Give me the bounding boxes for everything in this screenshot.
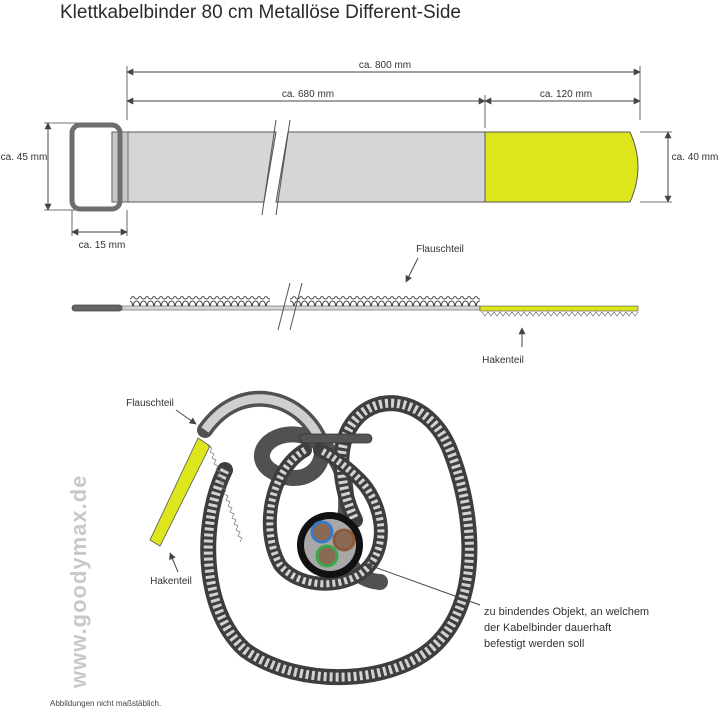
wrapped-hook-end [150, 438, 210, 546]
watermark: www.goodymax.de [66, 474, 91, 688]
wrapped-loop-label: Flauschteil [126, 398, 174, 409]
side-hook-label: Hakenteil [482, 355, 524, 366]
strap-width-label: ca. 40 mm [671, 152, 719, 163]
wrapped-view [126, 398, 649, 677]
side-loop-label: Flauschteil [416, 244, 464, 255]
wire-green [317, 546, 337, 566]
eyelet-height-label: ca. 45 mm [0, 152, 48, 163]
object-label-line2: der Kabelbinder dauerhaft [484, 622, 612, 634]
footnote: Abbildungen nicht maßstäblich. [50, 699, 162, 708]
wrapped-eyelet [300, 434, 372, 443]
wrapped-hook-label: Hakenteil [150, 576, 192, 587]
side-hook-section [480, 306, 638, 311]
eyelet-width-label: ca. 15 mm [78, 240, 126, 251]
hook-length-label: ca. 120 mm [539, 89, 593, 100]
loop-length-label: ca. 680 mm [281, 89, 335, 100]
strap-hook-section [485, 132, 638, 202]
object-label-line3: befestigt werden soll [484, 638, 585, 650]
strap-loop-section-right [276, 132, 485, 202]
object-label-line1: zu bindendes Objekt, an welchem [484, 606, 650, 618]
cable-cross-section [297, 512, 363, 578]
side-eyelet [72, 305, 122, 311]
top-view [1, 60, 719, 251]
wire-brown [334, 530, 354, 550]
strap-loop-section-left [112, 132, 276, 202]
page-title: Klettkabelbinder 80 cm Metallöse Different-Side [60, 2, 461, 23]
wire-blue [312, 522, 332, 542]
total-length-label: ca. 800 mm [358, 60, 412, 71]
side-view [72, 244, 638, 366]
